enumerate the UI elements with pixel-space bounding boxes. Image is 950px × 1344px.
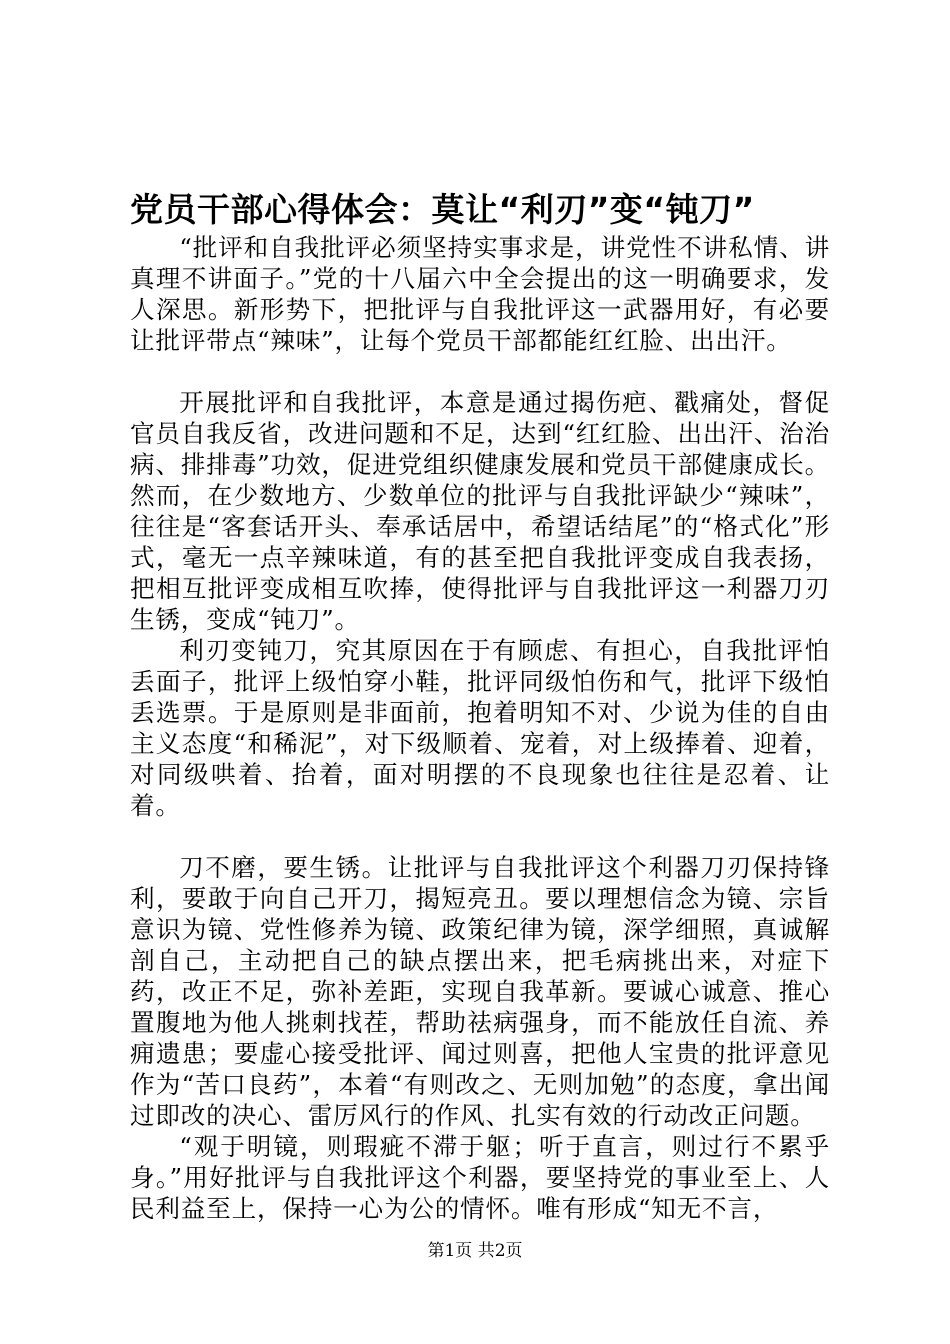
- page-footer: 第1页 共2页: [427, 1241, 523, 1261]
- paragraph-2: 开展批评和自我批评，本意是通过揭伤疤、戳痛处，督促官员自我反省，改进问题和不足，达到“红红脸、出出汗、治治病、排排毒”功效，促进党组织健康发展和党员干部健康成长。然而，在少数地方、少数单位的批评与自我批评缺少“辣味”，往往是“客套话开头、奉承话居中，希望话结尾”的“格式化”形式，毫无一点辛辣味道，有的甚至把自我批评变成自我表扬，把相互批评变成相互吹捧，使得批评与自我批评这一利器刀刃生锈，变成“钝刀”。: [130, 388, 830, 634]
- document-title: 党员干部心得体会：莫让“利刃”变“钝刀”: [130, 190, 755, 229]
- paragraph-1: “批评和自我批评必须坚持实事求是，讲党性不讲私情、讲真理不讲面子。”党的十八届六中全会提出的这一明确要求，发人深思。新形势下，把批评与自我批评这一武器用好，有必要让批评带点“辣味”，让每个党员干部都能红红脸、出出汗。: [130, 233, 830, 355]
- paragraph-5: “观于明镜，则瑕疵不滞于躯；听于直言，则过行不累乎身。”用好批评与自我批评这个利器，要坚持党的事业至上、人民利益至上，保持一心为公的情怀。唯有形成“知无不言，: [130, 1132, 830, 1223]
- paragraph-4: 刀不磨，要生锈。让批评与自我批评这个利器刀刃保持锋利，要敢于向自己开刀，揭短亮丑。要以理想信念为镜、宗旨意识为镜、党性修养为镜、政策纪律为镜，深学细照，真诚解剖自己，主动把自己的缺点摆出来，把毛病挑出来，对症下药，改正不足，弥补差距，实现自我革新。要诚心诚意、推心置腹地为他人挑刺找茬，帮助祛病强身，而不能放任自流、养痈遗患；要虚心接受批评、闻过则喜，把他人宝贵的批评意见作为“苦口良药”，本着“有则改之、无则加勉”的态度，拿出闻过即改的决心、雷厉风行的作风、扎实有效的行动改正问题。: [130, 853, 830, 1130]
- document-body: [130, 232, 830, 1224]
- paragraph-3: 利刃变钝刀，究其原因在于有顾虑、有担心，自我批评怕丢面子，批评上级怕穿小鞋，批评同级怕伤和气，批评下级怕丢选票。于是原则是非面前，抱着明知不对、少说为佳的自由主义态度“和稀泥”，对下级顺着、宠着，对上级捧着、迎着，对同级哄着、抬着，面对明摆的不良现象也往往是忍着、让着。: [130, 636, 830, 820]
